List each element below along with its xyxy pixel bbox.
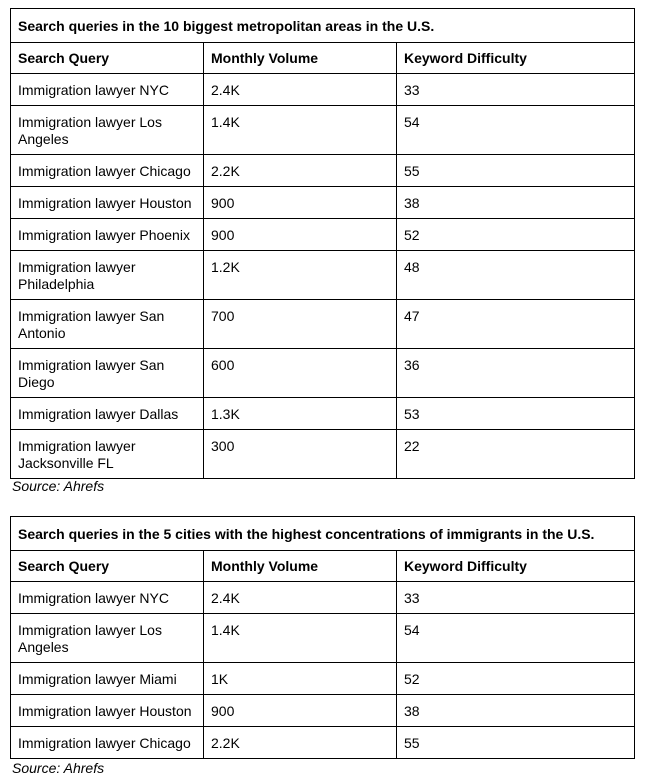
cell-search-query: Immigration lawyer NYC [11,74,204,106]
cell-monthly-volume: 1.3K [204,398,397,430]
cell-keyword-difficulty: 54 [397,614,635,663]
cell-search-query: Immigration lawyer Jacksonville FL [11,430,204,479]
cell-keyword-difficulty: 33 [397,74,635,106]
cell-monthly-volume: 2.4K [204,582,397,614]
table-title-row [11,9,635,43]
header-keyword-difficulty: Keyword Difficulty [397,43,635,74]
table-title: Search queries in the 10 biggest metropolitan areas in the U.S. [11,9,635,43]
cell-search-query: Immigration lawyer Dallas [11,398,204,430]
immigrant-cities-table [10,516,635,759]
cell-search-query: Immigration lawyer San Antonio [11,300,204,349]
cell-search-query: Immigration lawyer Phoenix [11,219,204,251]
table-row [11,695,635,727]
cell-monthly-volume: 900 [204,695,397,727]
header-monthly-volume: Monthly Volume [204,43,397,74]
cell-monthly-volume: 300 [204,430,397,479]
table-row [11,106,635,155]
table-title-row [11,517,635,551]
cell-keyword-difficulty: 48 [397,251,635,300]
cell-monthly-volume: 600 [204,349,397,398]
cell-monthly-volume: 2.4K [204,74,397,106]
cell-monthly-volume: 2.2K [204,727,397,759]
table-row [11,430,635,479]
table-row [11,300,635,349]
metro-areas-table [10,8,635,479]
cell-monthly-volume: 1.4K [204,106,397,155]
table-row [11,219,635,251]
table-row [11,727,635,759]
cell-search-query: Immigration lawyer Chicago [11,155,204,187]
source-caption: Source: Ahrefs [12,760,105,776]
cell-monthly-volume: 1.2K [204,251,397,300]
cell-monthly-volume: 900 [204,219,397,251]
cell-keyword-difficulty: 55 [397,155,635,187]
table-row [11,398,635,430]
header-search-query: Search Query [11,551,204,582]
table-row [11,251,635,300]
table-header-row [11,43,635,74]
cell-search-query: Immigration lawyer San Diego [11,349,204,398]
cell-keyword-difficulty: 38 [397,187,635,219]
source-caption: Source: Ahrefs [12,478,105,494]
cell-search-query: Immigration lawyer NYC [11,582,204,614]
cell-monthly-volume: 1.4K [204,614,397,663]
cell-search-query: Immigration lawyer Chicago [11,727,204,759]
cell-keyword-difficulty: 36 [397,349,635,398]
cell-keyword-difficulty: 54 [397,106,635,155]
table-row [11,663,635,695]
cell-search-query: Immigration lawyer Philadelphia [11,251,204,300]
cell-search-query: Immigration lawyer Miami [11,663,204,695]
table-row [11,614,635,663]
cell-keyword-difficulty: 53 [397,398,635,430]
cell-search-query: Immigration lawyer Houston [11,695,204,727]
header-monthly-volume: Monthly Volume [204,551,397,582]
cell-keyword-difficulty: 47 [397,300,635,349]
table-row [11,187,635,219]
cell-search-query: Immigration lawyer Houston [11,187,204,219]
cell-keyword-difficulty: 22 [397,430,635,479]
table-title: Search queries in the 5 cities with the highest concentrations of immigrants in the U.S. [11,517,635,551]
table-row [11,349,635,398]
cell-keyword-difficulty: 52 [397,219,635,251]
header-keyword-difficulty: Keyword Difficulty [397,551,635,582]
header-search-query: Search Query [11,43,204,74]
table-row [11,582,635,614]
cell-search-query: Immigration lawyer Los Angeles [11,614,204,663]
cell-search-query: Immigration lawyer Los Angeles [11,106,204,155]
table-row [11,155,635,187]
table-header-row [11,551,635,582]
cell-keyword-difficulty: 33 [397,582,635,614]
table-row [11,74,635,106]
cell-keyword-difficulty: 55 [397,727,635,759]
cell-monthly-volume: 700 [204,300,397,349]
cell-monthly-volume: 1K [204,663,397,695]
cell-keyword-difficulty: 52 [397,663,635,695]
cell-keyword-difficulty: 38 [397,695,635,727]
cell-monthly-volume: 900 [204,187,397,219]
cell-monthly-volume: 2.2K [204,155,397,187]
